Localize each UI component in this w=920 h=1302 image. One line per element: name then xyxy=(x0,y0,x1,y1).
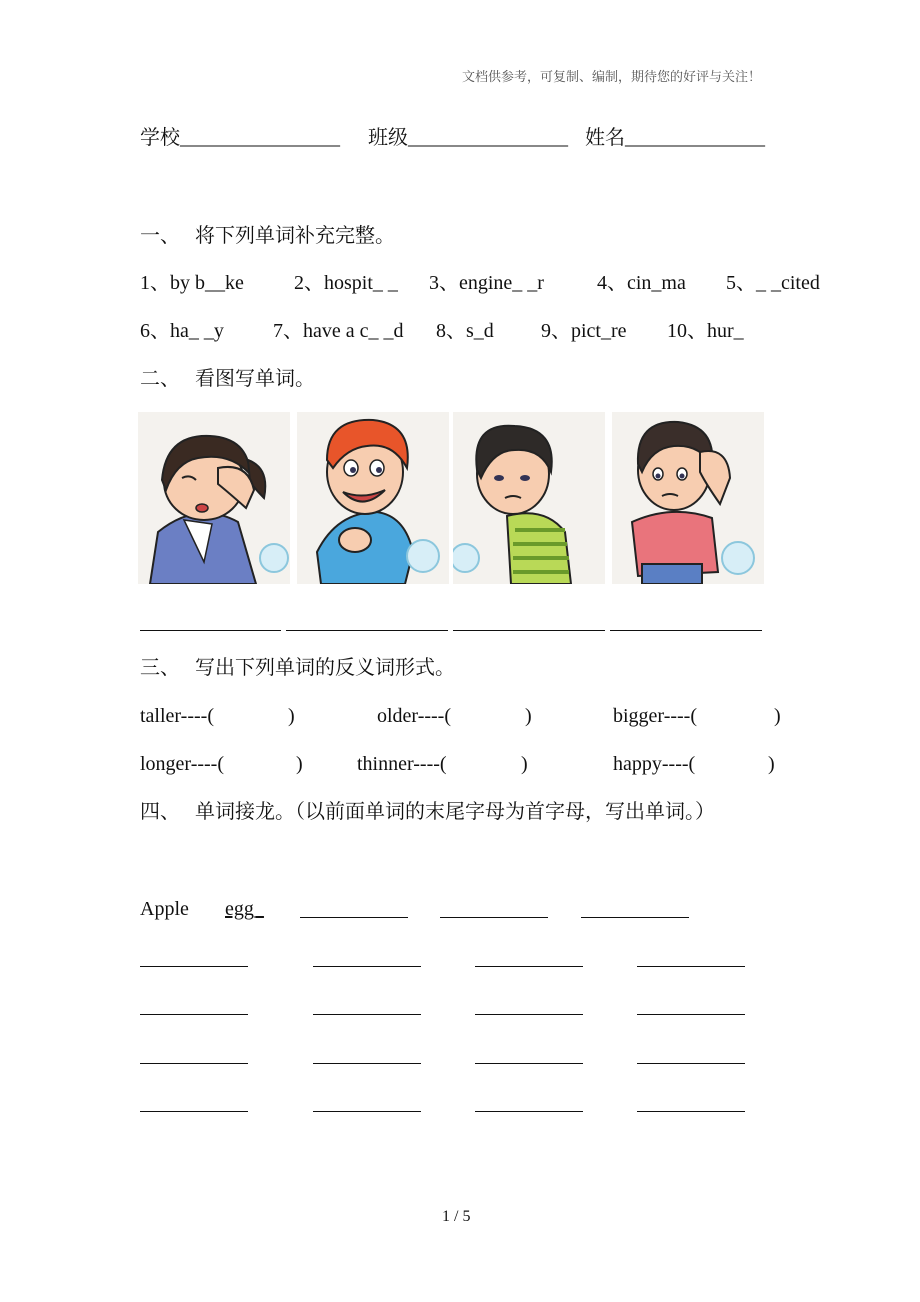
name-field: 姓名______________ xyxy=(585,127,765,149)
section1-title: 一、 将下列单词补充完整。 xyxy=(140,225,395,247)
chain-answer-line[interactable] xyxy=(313,1014,421,1015)
chain-answer-line[interactable] xyxy=(313,966,421,967)
worried-boy-illustration xyxy=(612,412,764,584)
chain-answer-line[interactable] xyxy=(140,1111,248,1112)
answer-line[interactable] xyxy=(286,630,448,631)
sad-boy-illustration xyxy=(453,412,605,584)
answer-line[interactable] xyxy=(610,630,762,631)
chain-answer-line[interactable] xyxy=(140,1014,248,1015)
antonym-prompt: longer----( xyxy=(140,753,224,775)
happy-boy-illustration xyxy=(297,412,449,584)
chain-answer-line[interactable] xyxy=(313,1063,421,1064)
chain-answer-line[interactable] xyxy=(581,917,689,918)
chain-answer-line[interactable] xyxy=(637,1111,745,1112)
chain-answer-line[interactable] xyxy=(475,1111,583,1112)
section3-title: 三、 写出下列单词的反义词形式。 xyxy=(140,657,455,679)
antonym-prompt: thinner----( xyxy=(357,753,447,775)
chain-answer-line[interactable] xyxy=(475,1063,583,1064)
word-item: 10、hur_ xyxy=(667,320,744,342)
answer-line[interactable] xyxy=(140,630,281,631)
chain-answer-line[interactable] xyxy=(440,917,548,918)
word-item: 5、_ _cited xyxy=(726,272,820,294)
word-item: 3、engine_ _r xyxy=(429,272,544,294)
chain-answer-line[interactable] xyxy=(313,1111,421,1112)
antonym-close: ) xyxy=(774,705,781,727)
chain-answer-line[interactable] xyxy=(637,1014,745,1015)
antonym-close: ) xyxy=(288,705,295,727)
section4-title: 四、 单词接龙。（以前面单词的末尾字母为首字母，写出单词。） xyxy=(140,801,715,823)
chain-answer-line[interactable] xyxy=(140,966,248,967)
chain-start-word: Apple xyxy=(140,898,189,920)
antonym-prompt: older----( xyxy=(377,705,451,727)
word-item: 7、have a c_ _d xyxy=(273,320,404,342)
class-field: 班级________________ xyxy=(368,127,568,149)
word-item: 6、ha_ _y xyxy=(140,320,224,342)
antonym-close: ) xyxy=(525,705,532,727)
crying-girl-illustration xyxy=(138,412,290,584)
answer-line[interactable] xyxy=(453,630,605,631)
antonym-close: ) xyxy=(521,753,528,775)
watermark-text: 文档供参考，可复制、编制，期待您的好评与关注！ xyxy=(462,69,762,84)
word-item: 9、pict_re xyxy=(541,320,627,342)
section2-title: 二、 看图写单词。 xyxy=(140,368,315,390)
word-item: 1、by b__ke xyxy=(140,272,244,294)
chain-answer-line[interactable] xyxy=(637,966,745,967)
antonym-close: ) xyxy=(768,753,775,775)
chain-example-word: egg_ xyxy=(225,898,264,920)
chain-answer-line[interactable] xyxy=(475,1014,583,1015)
chain-answer-line[interactable] xyxy=(475,966,583,967)
antonym-prompt: taller----( xyxy=(140,705,214,727)
word-item: 4、cin_ma xyxy=(597,272,686,294)
chain-answer-line[interactable] xyxy=(637,1063,745,1064)
word-item: 2、hospit_ _ xyxy=(294,272,398,294)
word-item: 8、s_d xyxy=(436,320,494,342)
school-field: 学校________________ xyxy=(140,127,340,149)
chain-answer-line[interactable] xyxy=(140,1063,248,1064)
chain-answer-line[interactable] xyxy=(300,917,408,918)
antonym-prompt: happy----( xyxy=(613,753,696,775)
antonym-close: ) xyxy=(296,753,303,775)
antonym-prompt: bigger----( xyxy=(613,705,697,727)
page-number: 1 / 5 xyxy=(442,1208,471,1225)
